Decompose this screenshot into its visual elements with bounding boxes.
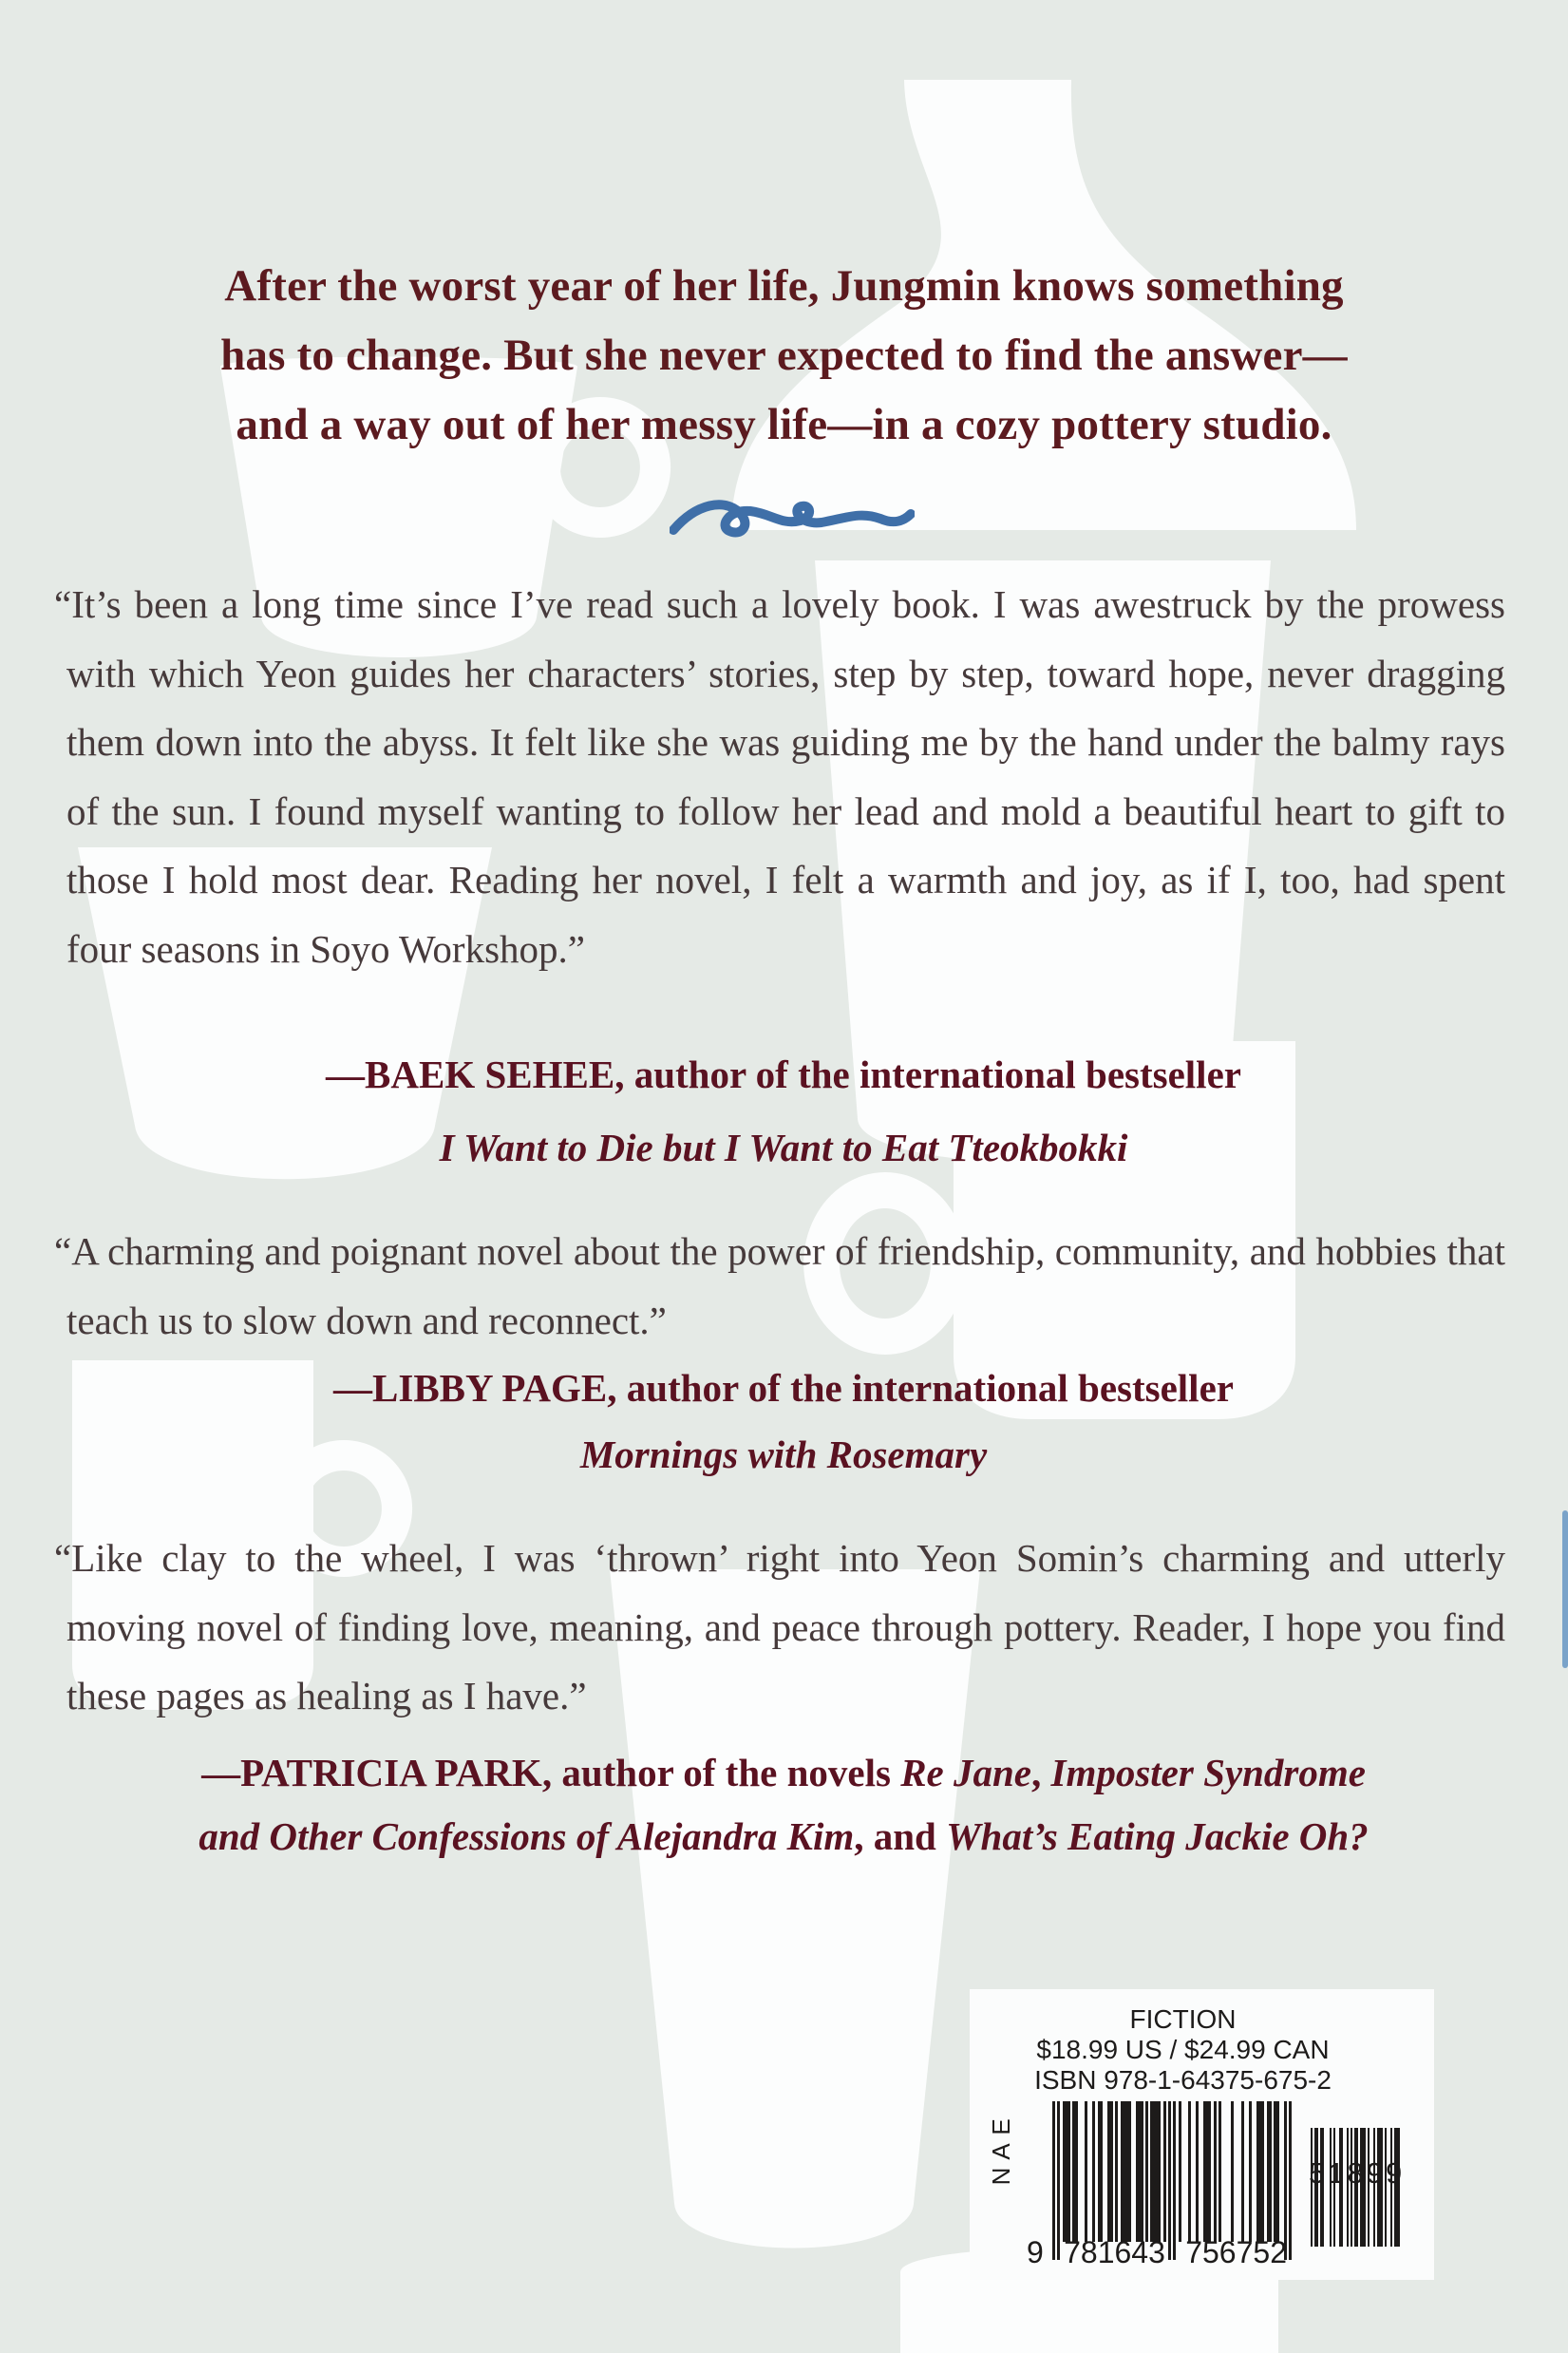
barcode-bar	[1145, 2101, 1148, 2242]
barcode-bar	[1092, 2101, 1095, 2242]
attribution-3-segment: —PATRICIA PARK,	[201, 1751, 553, 1794]
attribution-3-segment: Imposter Syndrome	[1050, 1751, 1366, 1794]
attribution-3-segment: and Other Confessions of Alejandra Kim	[198, 1814, 855, 1858]
attribution-1-work: I Want to Die but I Want to Eat Tteokbokki	[439, 1126, 1128, 1169]
headline-line-2: has to change. But she never expected to find the answer—	[220, 331, 1348, 380]
barcode-bar	[1085, 2101, 1087, 2242]
attribution-2-role: author of the international bestseller	[616, 1366, 1234, 1410]
endorsement-quote-2: “A charming and poignant novel about the power of friendship, community, and hobbies that teach us to slow down and reconnect.”	[54, 1229, 1505, 1342]
barcode-bar	[1075, 2101, 1078, 2242]
barcode-number-part-3: 756752	[1185, 2235, 1287, 2269]
ean-label	[987, 2115, 1015, 2189]
barcode-bar	[1115, 2101, 1118, 2242]
barcode-bar	[1208, 2101, 1211, 2242]
attribution-3-segment: ,	[1030, 1751, 1051, 1794]
barcode-bar	[1179, 2101, 1181, 2242]
headline-line-1: After the worst year of her life, Jungmin knows something	[224, 261, 1344, 311]
headline-line-3: and a way out of her messy life—in a cozy pottery studio.	[236, 400, 1332, 449]
barcode-bar	[1128, 2101, 1131, 2242]
ean-letter: E	[987, 2118, 1015, 2135]
attribution-1-role: author of the international bestseller	[624, 1053, 1241, 1096]
barcode-bar	[1196, 2101, 1199, 2242]
barcode-bar	[1100, 2101, 1103, 2242]
barcode-bar	[1276, 2101, 1279, 2242]
barcode-bar	[1067, 2101, 1070, 2242]
barcode-bar	[1241, 2101, 1244, 2242]
attribution-2-work: Mornings with Rosemary	[579, 1433, 988, 1476]
barcode-bar	[1188, 2101, 1191, 2242]
attribution-2-name: —LIBBY PAGE,	[333, 1366, 617, 1410]
barcode-bar	[1261, 2101, 1264, 2242]
barcode-bar	[1163, 2101, 1166, 2242]
attribution-3-segment: , and	[854, 1814, 947, 1858]
headline	[0, 252, 1568, 460]
barcode-bar	[1158, 2101, 1161, 2242]
barcode-panel	[970, 1989, 1434, 2280]
blue-cup-silhouette	[1562, 1510, 1568, 1668]
attribution-1	[43, 1051, 1524, 1098]
isbn-label: ISBN 978-1-64375-675-2	[1034, 2065, 1332, 2095]
attribution-2	[43, 1364, 1524, 1412]
attribution-3-segment: Re Jane	[900, 1751, 1031, 1794]
barcode-bar	[1249, 2101, 1252, 2242]
category-label: FICTION	[1129, 2004, 1237, 2034]
endorsement-quote-3: “Like clay to the wheel, I was ‘thrown’ right into Yeon Somin’s charming and utterly moving novel of finding love, meaning, and peace through pottery. Reader, I hope you find these pages as healing as I have.”	[54, 1536, 1505, 1717]
price-label: $18.99 US / $24.99 CAN	[1036, 2035, 1330, 2064]
barcode-bar	[1269, 2101, 1272, 2242]
endorsement-quote-1: “It’s been a long time since I’ve read such a lovely book. I was awestruck by the prowess with which Yeon guides her characters’ stories, step by step, toward hope, never dragging them down into the abyss. It felt like she was guiding me by the hand under the balmy rays of the sun. I found myself wanting to follow her lead and mold a beautiful heart to gift to those I hold most dear. Reading her novel, I felt a warmth and joy, as if I, too, had spent four seasons in Soyo Workshop.”	[54, 582, 1505, 971]
attribution-3-segment: What’s Eating Jackie Oh?	[946, 1814, 1369, 1858]
barcode-bar	[1231, 2101, 1234, 2242]
ean-letter: A	[987, 2143, 1015, 2160]
addon-number: 51899	[1309, 2156, 1406, 2190]
attribution-1-name: —BAEK SEHEE,	[326, 1053, 625, 1096]
attribution-3	[43, 1741, 1524, 1869]
barcode-number	[1027, 2236, 1287, 2268]
barcode-bar	[1214, 2101, 1217, 2242]
barcode-bar	[1141, 2101, 1143, 2242]
barcode-bar	[1289, 2101, 1292, 2260]
barcode-number-part-2: 781643	[1064, 2235, 1165, 2269]
barcode-bar	[1110, 2101, 1113, 2242]
squiggle-flourish-icon	[670, 490, 915, 541]
attribution-3-segment: author of the novels	[552, 1751, 901, 1794]
barcode-bar	[1219, 2101, 1221, 2242]
barcode-number-part-1: 9	[1027, 2235, 1044, 2269]
ean-letter: N	[987, 2167, 1015, 2186]
